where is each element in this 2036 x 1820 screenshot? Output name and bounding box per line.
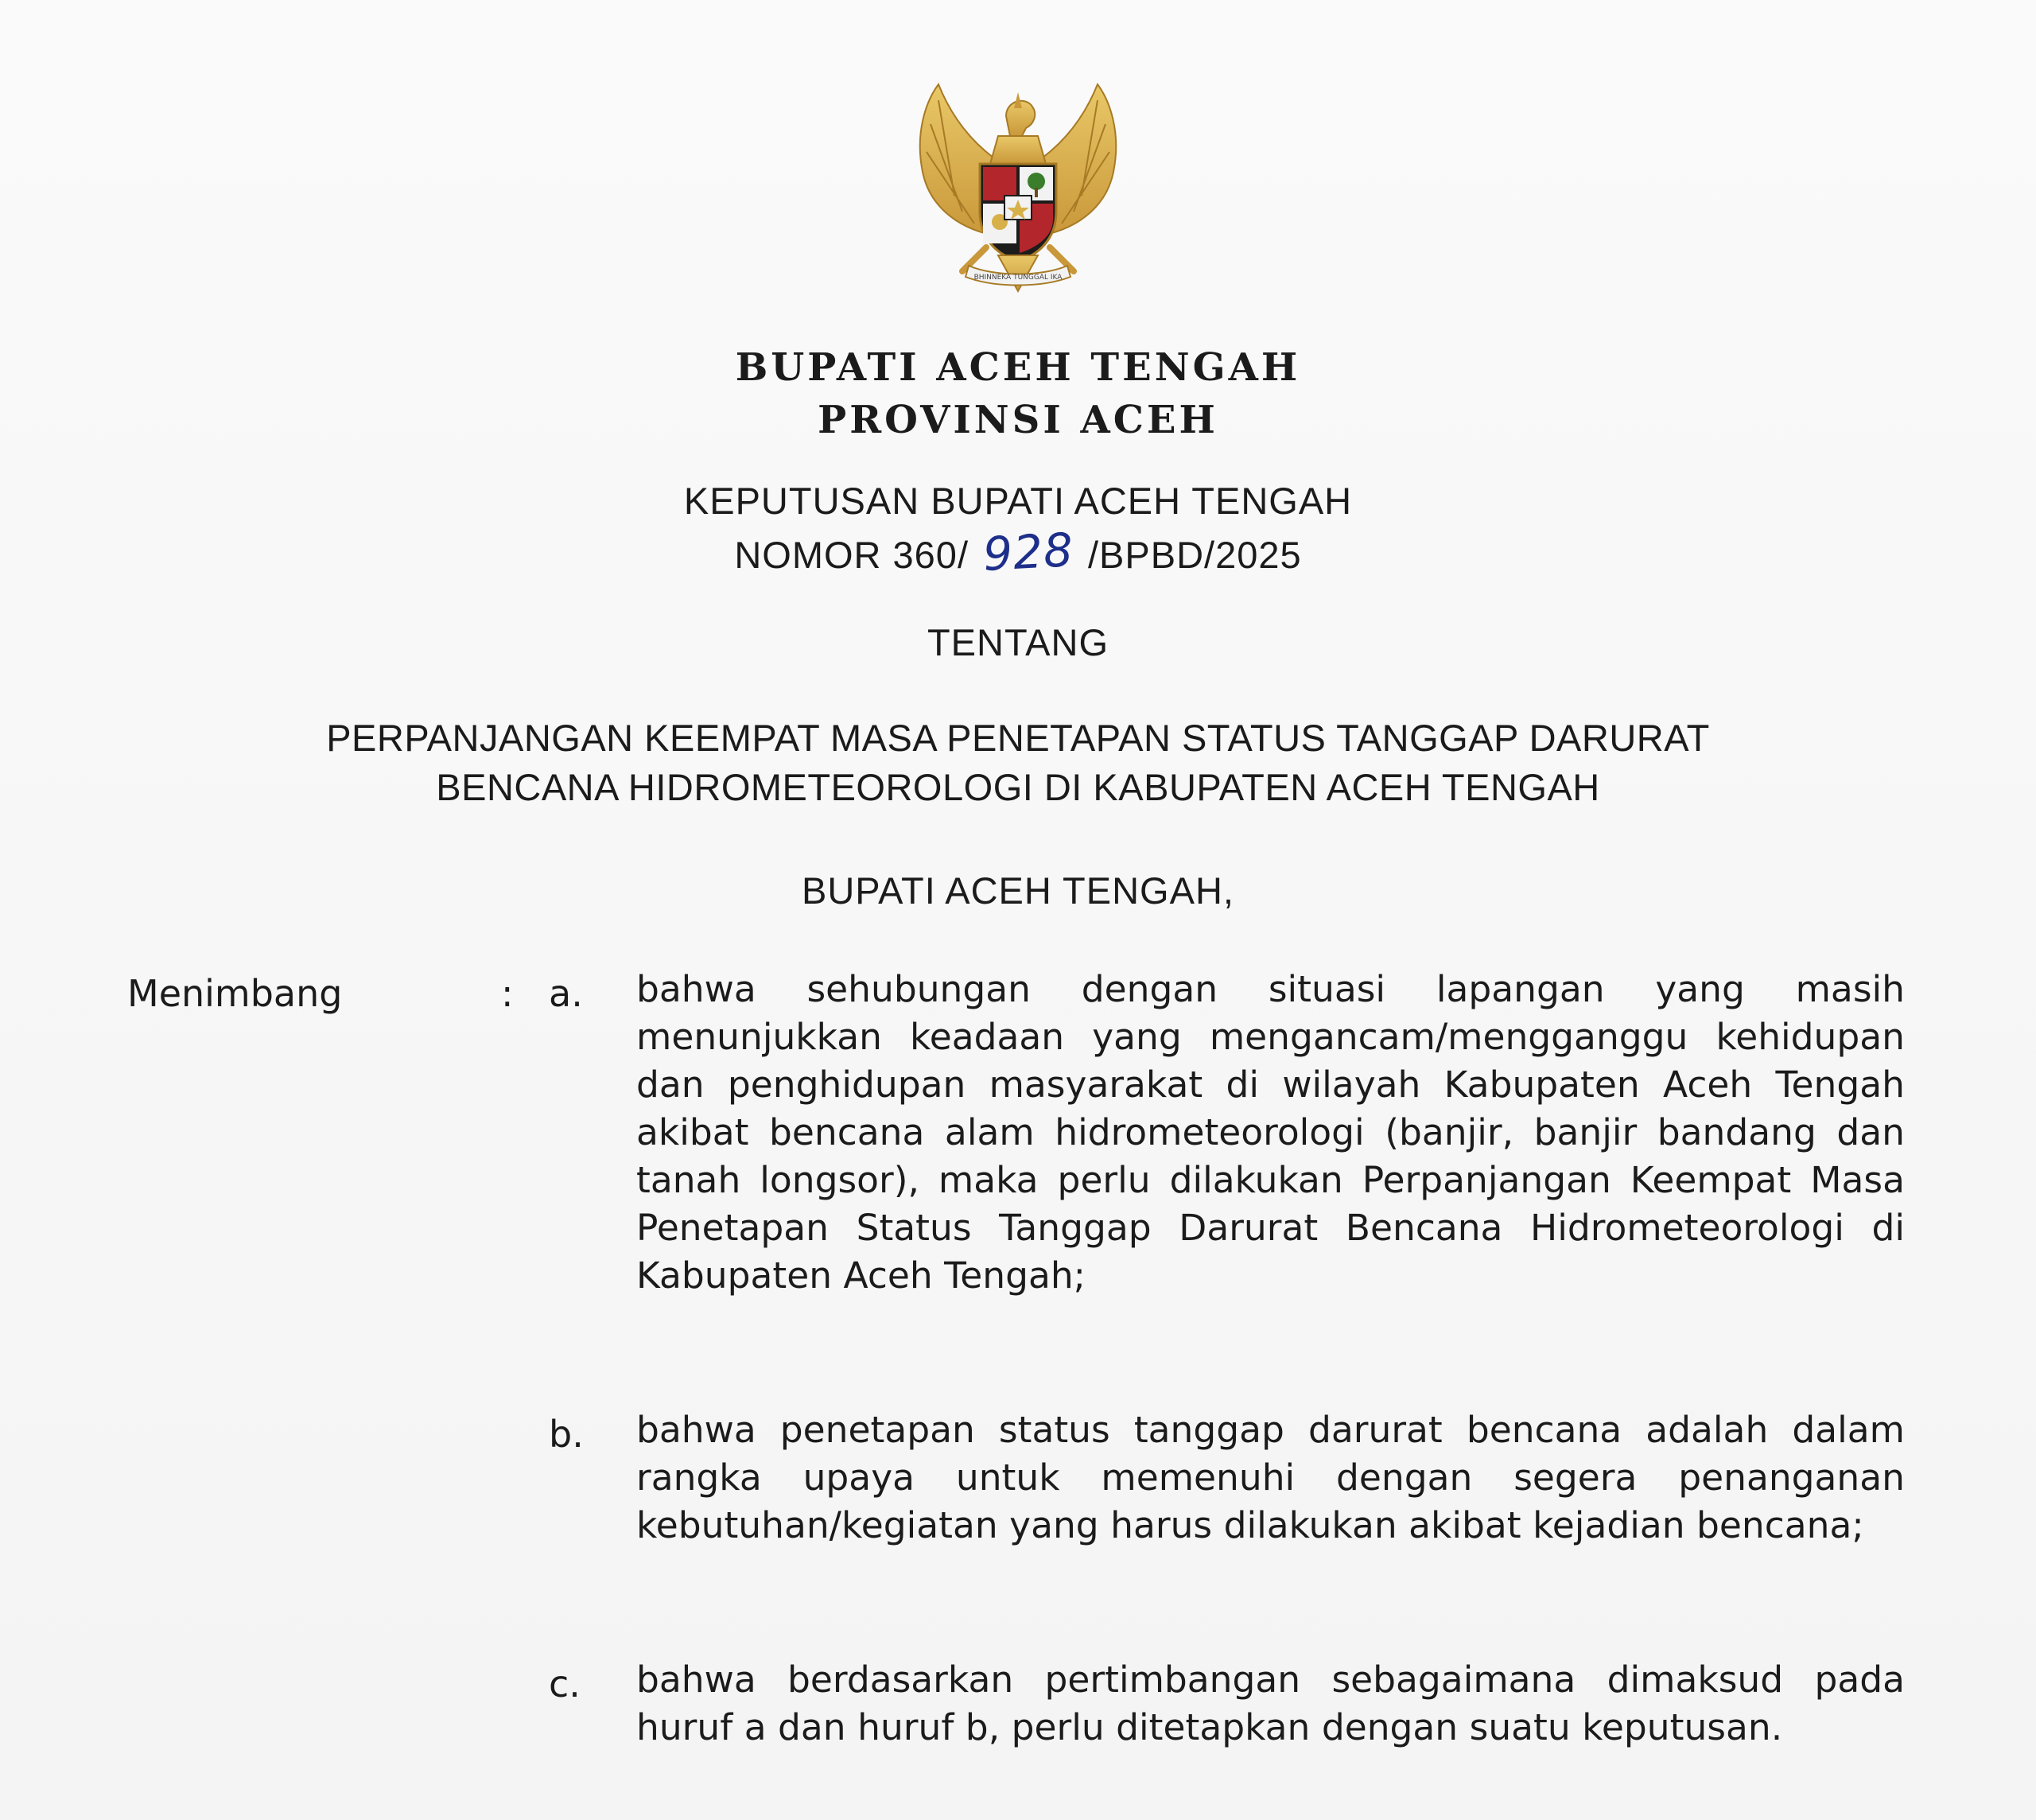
authority-heading: BUPATI ACEH TENGAH, [802, 869, 1234, 912]
motto-text: BHINNEKA TUNGGAL IKA [973, 274, 1063, 282]
subject-line-1: PERPANJANGAN KEEMPAT MASA PENETAPAN STATUS TANGGAP DARURAT [326, 717, 1710, 759]
considering-label: Menimbang [127, 972, 343, 1015]
considering-colon: : [501, 972, 514, 1015]
decree-number-handwritten: 928 [981, 523, 1075, 581]
subject-line-2: BENCANA HIDROMETEOROLOGI DI KABUPATEN ACEH TENGAH [436, 766, 1600, 808]
item-c-text: bahwa berdasarkan pertimbangan sebagaimana dimaksud pada huruf a dan huruf b, perlu ditetapkan dengan suatu keputusan. [636, 1659, 1905, 1748]
issuer-province: PROVINSI ACEH [818, 398, 1218, 442]
about-heading: TENTANG [927, 621, 1109, 663]
item-b-text: bahwa penetapan status tanggap darurat bencana adalah dalam rangka upaya untuk memenuhi dengan segera penanganan kebutuhan/kegiatan yang harus dilakukan akibat kejadian bencana; [636, 1409, 1905, 1546]
decree-number-prefix: NOMOR 360/ [734, 534, 969, 576]
issuer-title: BUPATI ACEH TENGAH [735, 345, 1301, 390]
decree-title: KEPUTUSAN BUPATI ACEH TENGAH [683, 480, 1353, 522]
item-a-text: bahwa sehubungan dengan situasi lapangan yang masih menunjukkan keadaan yang mengancam/mengganggu kehidupan dan penghidupan masyarakat di wilayah Kabupaten Aceh Tengah akibat bencana alam hidrometeorologi (banjir, banjir bandang dan tanah longsor), maka perlu dilakukan Perpanjangan Keempat Masa Penetapan Status Tanggap Darurat Bencana Hidrometeorologi di Kabupaten Aceh Tengah; [636, 968, 1905, 1297]
item-a-letter: a. [549, 972, 583, 1015]
decree-number-suffix: /BPBD/2025 [1088, 534, 1302, 576]
decree-number [0, 525, 2036, 579]
item-c-letter: c. [549, 1662, 581, 1705]
item-b-letter: b. [549, 1413, 584, 1456]
garuda-emblem-icon [907, 76, 1129, 307]
